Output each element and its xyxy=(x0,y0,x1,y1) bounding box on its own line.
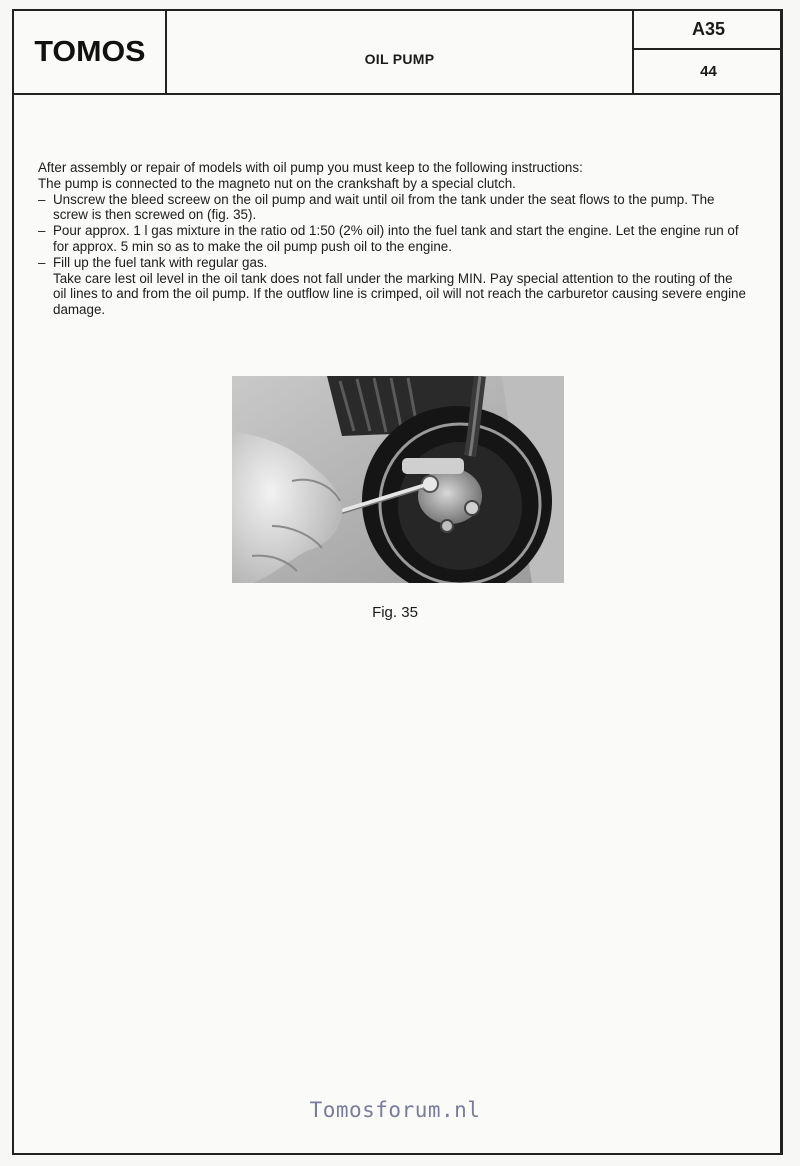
warning-note: Take care lest oil level in the oil tank does not fall under the marking MIN. Pay special attention to the routing of the oil lines to and from the oil pump. If the outflow line is crimped, oil will not reach the carburetor causing severe engine damage. xyxy=(53,270,746,318)
instruction-item xyxy=(38,192,748,224)
page-number: 44 xyxy=(700,63,717,80)
header xyxy=(14,11,780,95)
title-cell xyxy=(167,11,632,93)
instruction-item-text: Unscrew the bleed screew on the oil pump and wait until oil from the tank under the seat flows to the pump. The screw is then screwed on (fig. 35). xyxy=(53,191,715,223)
dash-bullet: – xyxy=(38,191,46,207)
dash-bullet: – xyxy=(38,223,46,239)
logo-cell xyxy=(14,11,167,93)
figure-caption: Fig. 35 xyxy=(372,604,418,621)
watermark: Tomosforum.nl xyxy=(309,1098,481,1122)
dash-bullet: – xyxy=(38,254,46,270)
instruction-item-text: Pour approx. 1 l gas mixture in the ratio od 1:50 (2% oil) into the fuel tank and start the engine. Let the engine run of for approx. 5 min so as to make the oil pump push oil to the engine. xyxy=(53,223,739,254)
section-code: A35 xyxy=(634,11,783,50)
instruction-item-text: Fill up the fuel tank with regular gas. xyxy=(53,254,268,270)
reference-cell xyxy=(632,11,783,93)
intro-line-1: After assembly or repair of models with oil pump you must keep to the following instructions: xyxy=(38,160,583,175)
page-title: OIL PUMP xyxy=(364,51,435,67)
instruction-item xyxy=(38,255,748,271)
tomos-logo: TOMOS xyxy=(33,35,146,68)
intro-line-2: The pump is connected to the magneto nut on the crankshaft by a special clutch. xyxy=(38,175,516,191)
instruction-item xyxy=(38,223,748,255)
instructions-text xyxy=(38,160,748,318)
oil-pump-photo xyxy=(232,376,564,583)
